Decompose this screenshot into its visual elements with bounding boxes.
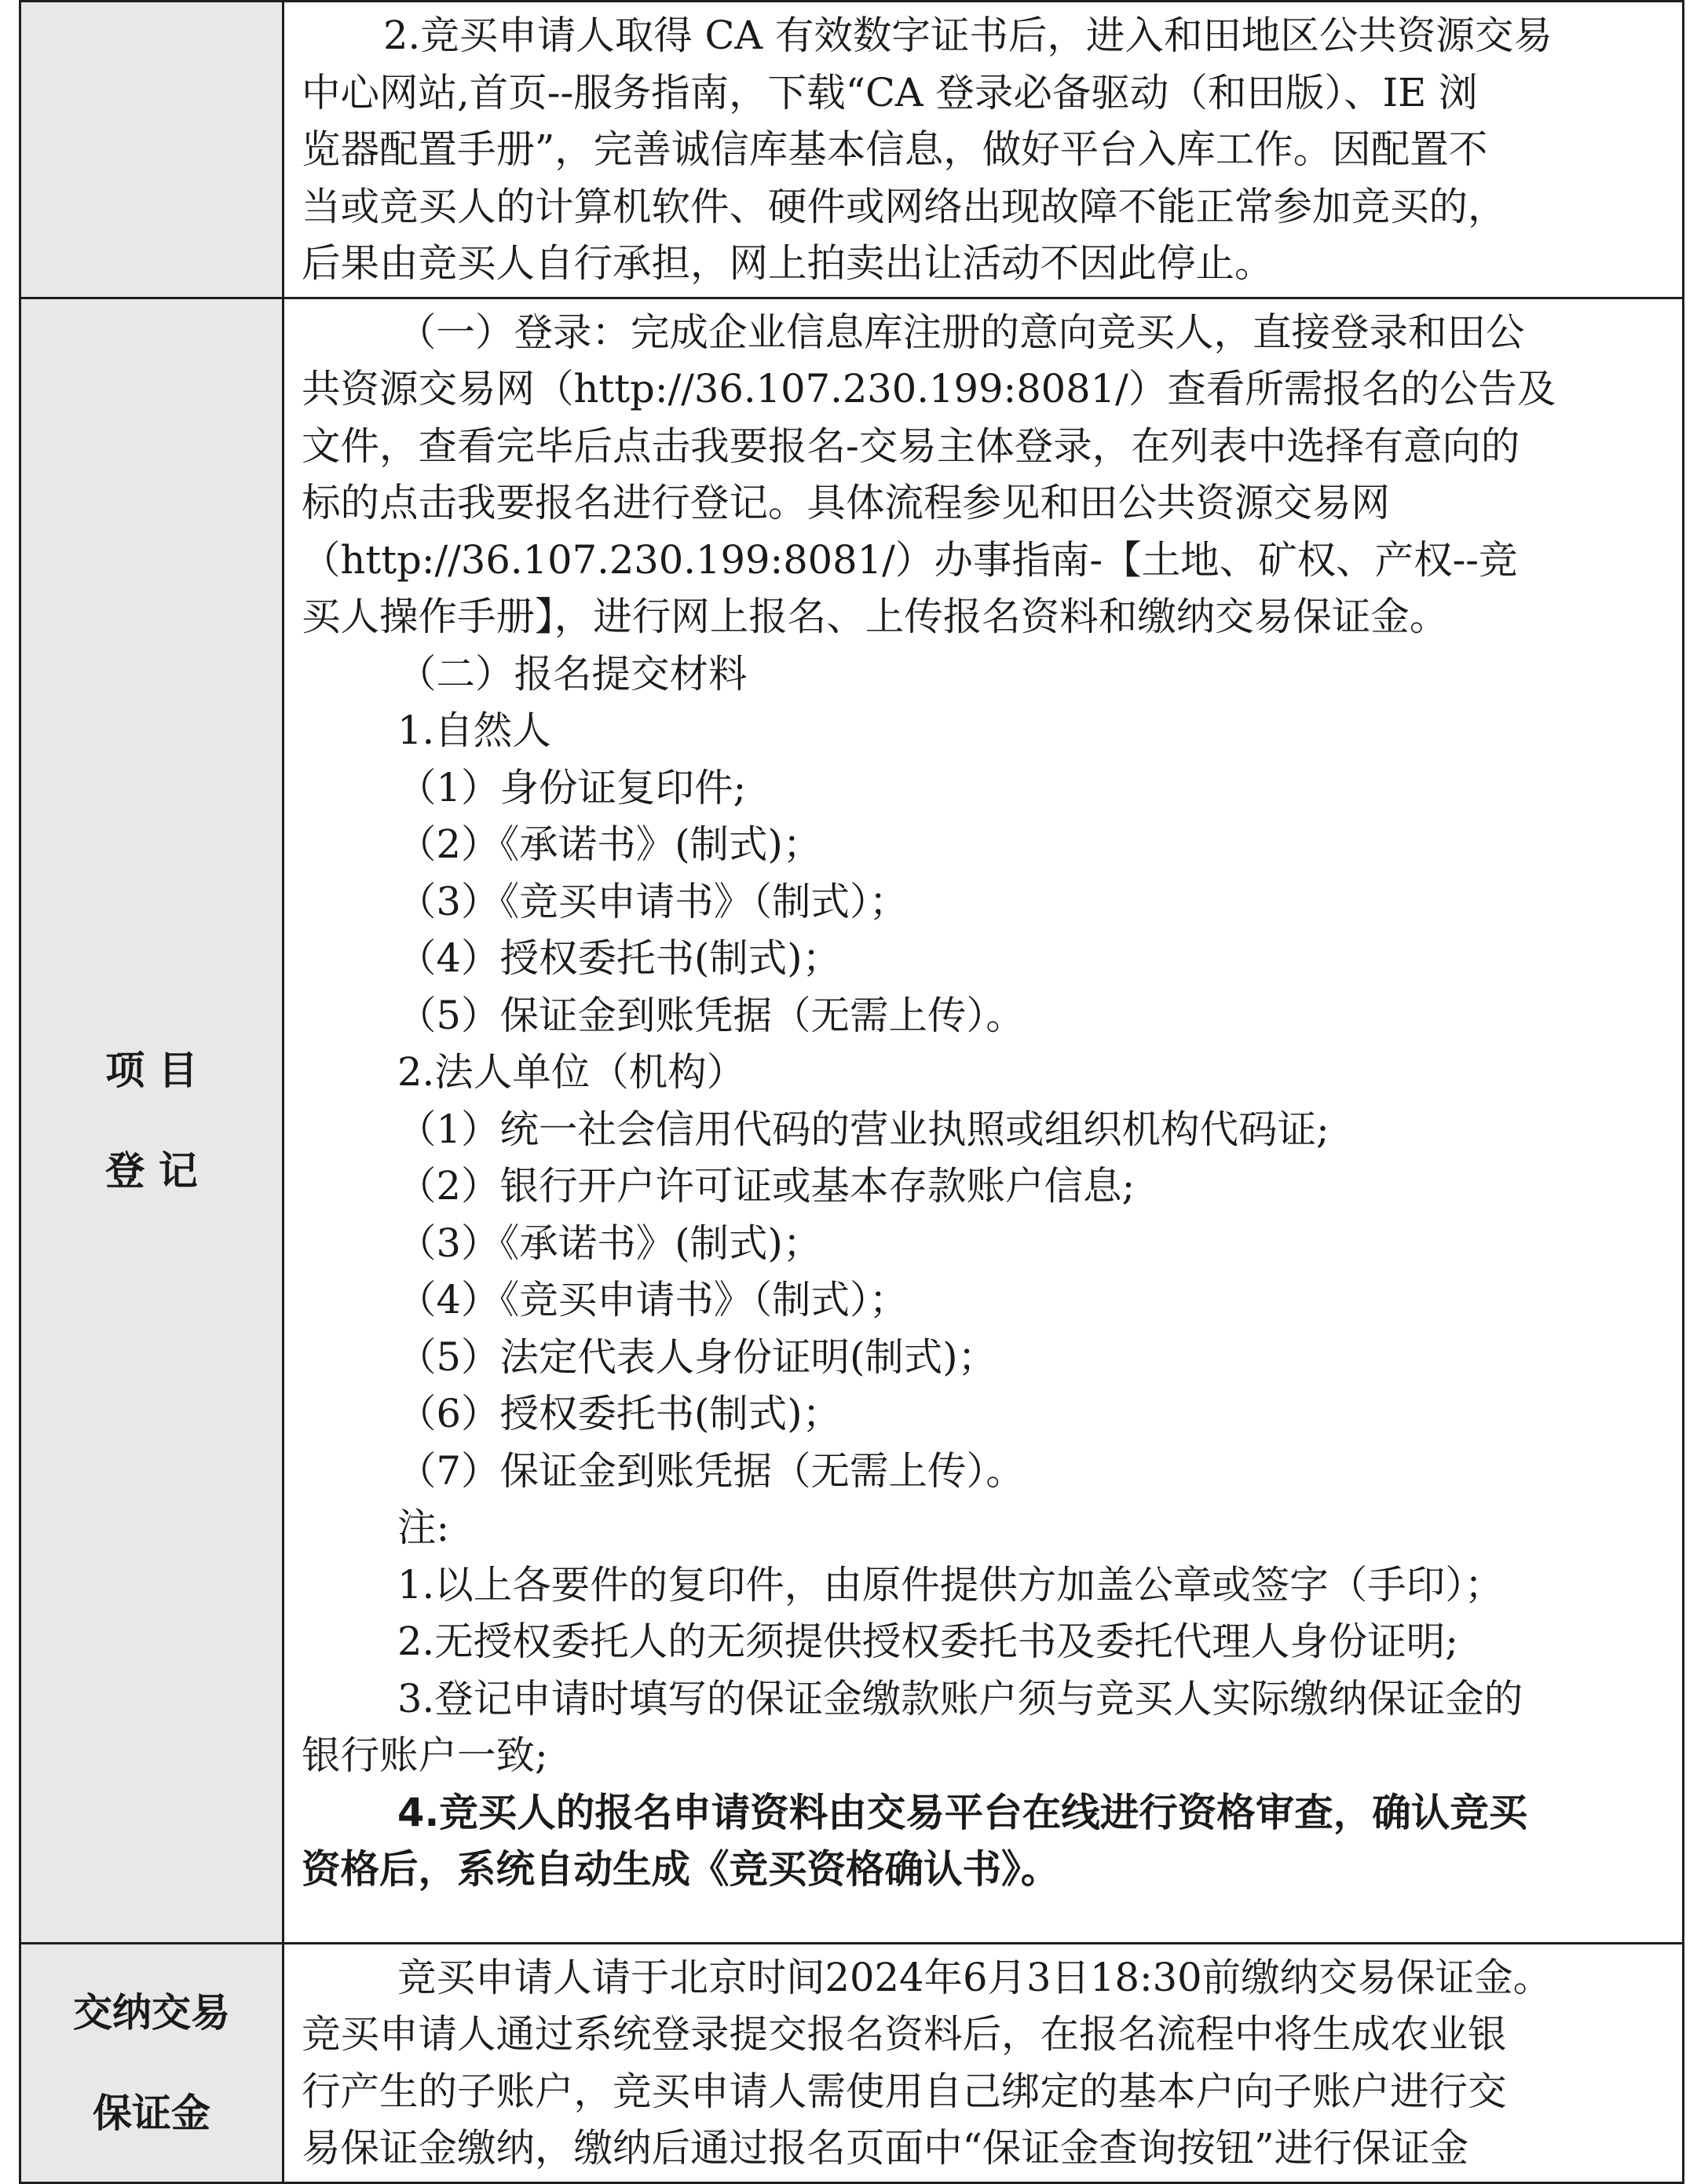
text-line: （一）登录：完成企业信息库注册的意向竞买人，直接登录和田公 xyxy=(397,309,1525,355)
text-line: （3）《承诺书》(制式)； xyxy=(397,1220,822,1266)
table-row xyxy=(20,1943,1684,2182)
text-line: （1）身份证复印件; xyxy=(397,764,747,810)
text-line: 1.以上各要件的复印件，由原件提供方加盖公章或签字（手印）； xyxy=(397,1561,1504,1608)
bold-note-line: 4.竞买人的报名申请资料由交易平台在线进行资格审查，确认竞买 xyxy=(397,1789,1528,1835)
text-line: 1.自然人 xyxy=(397,708,551,753)
label-line: 交纳交易 xyxy=(73,1989,230,2036)
text-line: （2）银行开户许可证或基本存款账户信息; xyxy=(397,1163,1136,1209)
label-line: 保证金 xyxy=(93,2090,210,2136)
text-line: （4）《竞买申请书》（制式）； xyxy=(397,1277,909,1322)
text-line: 竞买申请人通过系统登录提交报名资料后，在报名流程中将生成农业银 xyxy=(302,2011,1507,2057)
text-line: 2.竞买申请人取得 CA 有效数字证书后，进入和田地区公共资源交易 xyxy=(383,13,1553,58)
text-line: 行产生的子账户，竞买申请人需使用自己绑定的基本户向子账户进行交 xyxy=(302,2068,1507,2114)
text-line: 易保证金缴纳，缴纳后通过报名页面中“保证金查询按钮”进行保证金 xyxy=(302,2125,1469,2171)
text-line: 共资源交易网（http://36.107.230.199:8081/）查看所需报名的公告及 xyxy=(302,366,1556,412)
text-line: 2.法人单位（机构） xyxy=(397,1049,746,1095)
text-line: 注: xyxy=(397,1505,450,1550)
row-label-empty xyxy=(20,2,283,298)
document-table xyxy=(19,0,1684,2184)
text-line: 2.无授权委托人的无须提供授权委托书及委托代理人身份证明; xyxy=(397,1619,1458,1664)
text-line: 3.登记申请时填写的保证金缴款账户须与竞买人实际缴纳保证金的 xyxy=(397,1675,1523,1721)
text-line: 竞买申请人请于北京时间2024年6月3日18:30前缴纳交易保证金。 xyxy=(397,1954,1553,2000)
text-line: （http://36.107.230.199:8081/）办事指南-【土地、矿权、产权--竞 xyxy=(302,536,1518,583)
text-line: （5）保证金到账凭据（无需上传）。 xyxy=(397,992,1025,1038)
row-label-project-registration xyxy=(20,298,283,1943)
text-line: （1）统一社会信用代码的营业执照或组织机构代码证; xyxy=(397,1106,1329,1152)
text-line: （3）《竞买申请书》（制式）； xyxy=(397,878,909,924)
text-line: （4）授权委托书(制式)； xyxy=(397,935,842,981)
text-line: （7）保证金到账凭据（无需上传）。 xyxy=(397,1447,1025,1494)
label-line: 项 目 xyxy=(105,1047,198,1093)
text-line: 银行账户一致; xyxy=(302,1732,548,1778)
deposit-content xyxy=(283,1943,1684,2182)
label-line: 登 记 xyxy=(105,1147,198,1194)
text-line: 买人操作手册】，进行网上报名、上传报名资料和缴纳交易保证金。 xyxy=(302,594,1449,639)
text-line: 当或竞买人的计算机软件、硬件或网络出现故障不能正常参加竞买的， xyxy=(302,183,1507,229)
registration-content xyxy=(283,298,1684,1943)
bold-note-line: 资格后，系统自动生成《竞买资格确认书》。 xyxy=(302,1846,1060,1892)
text-line: （6）授权委托书(制式)； xyxy=(397,1391,842,1436)
text-line: 后果由竞买人自行承担，网上拍卖出让活动不因此停止。 xyxy=(302,240,1274,286)
table-row xyxy=(20,2,1684,298)
row-label-deposit-payment xyxy=(20,1943,283,2182)
ca-certificate-paragraph xyxy=(283,2,1684,298)
text-line: 中心网站,首页--服务指南，下载“CA 登录必备驱动（和田版）、IE 浏 xyxy=(302,69,1478,115)
text-line: 文件，查看完毕后点击我要报名-交易主体登录，在列表中选择有意向的 xyxy=(302,423,1520,469)
text-line: 标的点击我要报名进行登记。具体流程参见和田公共资源交易网 xyxy=(302,480,1390,525)
text-line: （2）《承诺书》(制式)； xyxy=(397,821,822,867)
text-line: 览器配置手册”，完善诚信库基本信息，做好平台入库工作。因配置不 xyxy=(302,126,1488,172)
text-line: （二）报名提交材料 xyxy=(397,650,748,697)
table-row xyxy=(20,298,1684,1943)
text-line: （5）法定代表人身份证明(制式)； xyxy=(397,1333,997,1380)
